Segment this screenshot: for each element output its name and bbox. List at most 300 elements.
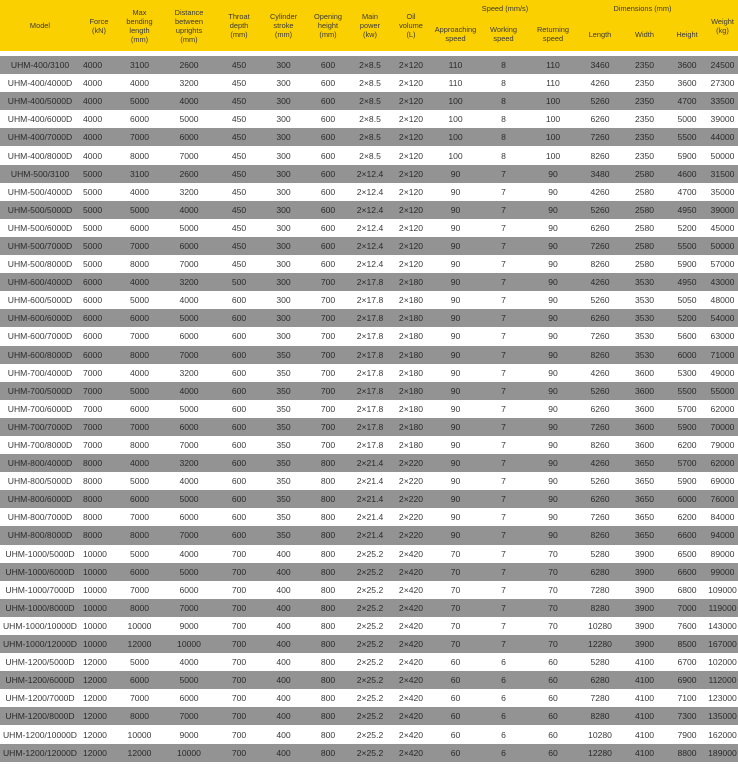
table-cell: 100 (432, 128, 479, 146)
table-cell: 70 (432, 545, 479, 563)
table-cell: 800 (306, 545, 350, 563)
table-cell: 10000 (161, 635, 217, 653)
table-cell: 6000 (80, 327, 118, 345)
table-cell: 5280 (578, 653, 622, 671)
table-cell: 2×21.4 (350, 490, 390, 508)
table-cell: 2×120 (390, 128, 432, 146)
table-cell: 400 (261, 617, 306, 635)
table-cell: 4000 (161, 472, 217, 490)
table-cell: 300 (261, 327, 306, 345)
table-cell: 7 (479, 255, 528, 273)
table-cell: 2350 (622, 128, 667, 146)
table-cell: 50000 (707, 237, 738, 255)
table-cell: 350 (261, 490, 306, 508)
table-cell: 7 (479, 309, 528, 327)
table-cell: 3600 (622, 418, 667, 436)
table-cell: 600 (217, 436, 261, 454)
table-cell: 7260 (578, 508, 622, 526)
table-cell: 60 (528, 653, 578, 671)
table-cell: 5000 (161, 219, 217, 237)
table-cell: 8280 (578, 707, 622, 725)
table-cell: 3480 (578, 165, 622, 183)
table-cell: 3900 (622, 545, 667, 563)
table-cell: 7 (479, 508, 528, 526)
table-cell: 90 (432, 309, 479, 327)
table-cell: 450 (217, 110, 261, 128)
table-cell: 39000 (707, 110, 738, 128)
table-cell: 90 (432, 346, 479, 364)
table-cell: 3650 (622, 526, 667, 544)
table-cell: 5700 (667, 400, 707, 418)
model-cell: UHM-1000/8000D (0, 599, 80, 617)
table-cell: 8000 (80, 472, 118, 490)
table-cell: 4000 (80, 56, 118, 74)
table-cell: 5000 (80, 255, 118, 273)
table-cell: 350 (261, 454, 306, 472)
table-cell: 350 (261, 382, 306, 400)
table-cell: 6000 (161, 508, 217, 526)
table-cell: 63000 (707, 327, 738, 345)
table-cell: 90 (432, 255, 479, 273)
table-cell: 90 (528, 418, 578, 436)
table-cell: 3200 (161, 364, 217, 382)
table-cell: 6500 (667, 545, 707, 563)
table-cell: 300 (261, 165, 306, 183)
table-cell: 400 (261, 671, 306, 689)
table-cell: 2×17.8 (350, 273, 390, 291)
table-cell: 109000 (707, 581, 738, 599)
table-cell: 2×180 (390, 400, 432, 418)
table-cell: 350 (261, 418, 306, 436)
table-cell: 2×120 (390, 255, 432, 273)
table-cell: 90 (528, 165, 578, 183)
table-cell: 6800 (667, 581, 707, 599)
table-cell: 3100 (118, 165, 161, 183)
table-cell: 5260 (578, 472, 622, 490)
table-cell: 6200 (667, 436, 707, 454)
table-cell: 6000 (118, 490, 161, 508)
table-cell: 3600 (667, 56, 707, 74)
table-cell: 4260 (578, 74, 622, 92)
table-cell: 7260 (578, 327, 622, 345)
header-cylinder-stroke (261, 0, 306, 51)
table-cell: 5000 (161, 671, 217, 689)
table-cell: 2350 (622, 92, 667, 110)
table-cell: 6000 (161, 327, 217, 345)
table-cell: 300 (261, 309, 306, 327)
table-cell: 5000 (118, 291, 161, 309)
table-cell: 3200 (161, 74, 217, 92)
table-cell: 6260 (578, 219, 622, 237)
table-cell: 2×25.2 (350, 707, 390, 725)
table-cell: 2580 (622, 255, 667, 273)
table-cell: 4000 (80, 92, 118, 110)
table-cell: 39000 (707, 201, 738, 219)
table-cell: 10000 (118, 725, 161, 743)
table-cell: 135000 (707, 707, 738, 725)
table-cell: 400 (261, 744, 306, 762)
table-cell: 2×21.4 (350, 526, 390, 544)
table-cell: 90 (432, 219, 479, 237)
table-row (0, 56, 738, 74)
table-cell: 8260 (578, 146, 622, 164)
table-cell: 2×180 (390, 291, 432, 309)
table-cell: 2×180 (390, 418, 432, 436)
table-cell: 3600 (622, 436, 667, 454)
table-cell: 100 (528, 146, 578, 164)
table-cell: 110 (528, 74, 578, 92)
table-cell: 350 (261, 508, 306, 526)
table-cell: 5050 (667, 291, 707, 309)
table-cell: 4000 (118, 273, 161, 291)
table-cell: 300 (261, 56, 306, 74)
table-cell: 2×120 (390, 165, 432, 183)
table-cell: 90 (528, 201, 578, 219)
header-distance-label: Distance between uprights (mm) (174, 7, 204, 44)
table-cell: 43000 (707, 273, 738, 291)
table-cell: 6000 (667, 346, 707, 364)
table-cell: 600 (217, 472, 261, 490)
model-cell: UHM-1200/6000D (0, 671, 80, 689)
header-width: Width (622, 17, 667, 51)
table-cell: 8500 (667, 635, 707, 653)
table-cell: 12000 (80, 689, 118, 707)
table-cell: 800 (306, 581, 350, 599)
table-row (0, 508, 738, 526)
table-cell: 8800 (667, 744, 707, 762)
table-cell: 800 (306, 563, 350, 581)
table-cell: 2×420 (390, 545, 432, 563)
model-cell: UHM-1000/7000D (0, 581, 80, 599)
table-cell: 700 (217, 653, 261, 671)
table-cell: 6000 (118, 219, 161, 237)
table-cell: 8260 (578, 526, 622, 544)
model-cell: UHM-500/5000D (0, 201, 80, 219)
table-cell: 7000 (118, 581, 161, 599)
table-cell: 450 (217, 255, 261, 273)
table-cell: 55000 (707, 382, 738, 400)
header-returning-speed (528, 17, 578, 51)
table-cell: 800 (306, 472, 350, 490)
table-cell: 100 (432, 146, 479, 164)
table-cell: 76000 (707, 490, 738, 508)
table-cell: 2×8.5 (350, 92, 390, 110)
table-cell: 300 (261, 110, 306, 128)
table-cell: 9000 (161, 617, 217, 635)
table-cell: 2×120 (390, 219, 432, 237)
table-cell: 7 (479, 472, 528, 490)
table-cell: 4000 (161, 291, 217, 309)
table-cell: 2×12.4 (350, 237, 390, 255)
table-cell: 90 (528, 490, 578, 508)
table-cell: 4100 (622, 689, 667, 707)
model-cell: UHM-1000/12000D (0, 635, 80, 653)
table-cell: 4100 (622, 653, 667, 671)
table-cell: 7 (479, 490, 528, 508)
table-cell: 7000 (161, 599, 217, 617)
model-cell: UHM-700/5000D (0, 382, 80, 400)
table-cell: 3530 (622, 346, 667, 364)
table-cell: 600 (306, 74, 350, 92)
table-cell: 5000 (161, 400, 217, 418)
table-cell: 7 (479, 563, 528, 581)
table-cell: 7000 (161, 436, 217, 454)
table-cell: 5500 (667, 128, 707, 146)
table-cell: 3900 (622, 635, 667, 653)
table-cell: 70 (432, 581, 479, 599)
table-cell: 12280 (578, 744, 622, 762)
table-cell: 5000 (118, 92, 161, 110)
table-cell: 6700 (667, 653, 707, 671)
table-cell: 300 (261, 128, 306, 146)
table-row (0, 653, 738, 671)
table-cell: 5300 (667, 364, 707, 382)
model-cell: UHM-800/7000D (0, 508, 80, 526)
header-throat-depth (217, 0, 261, 51)
table-cell: 167000 (707, 635, 738, 653)
model-cell: UHM-800/4000D (0, 454, 80, 472)
table-cell: 5260 (578, 92, 622, 110)
table-cell: 100 (432, 92, 479, 110)
model-cell: UHM-600/4000D (0, 273, 80, 291)
table-cell: 3200 (161, 273, 217, 291)
table-cell: 6000 (80, 273, 118, 291)
table-cell: 70000 (707, 418, 738, 436)
table-row (0, 454, 738, 472)
table-cell: 4100 (622, 707, 667, 725)
table-cell: 7000 (667, 599, 707, 617)
table-cell: 2580 (622, 165, 667, 183)
table-cell: 90 (528, 382, 578, 400)
table-row (0, 400, 738, 418)
table-cell: 79000 (707, 436, 738, 454)
table-cell: 100 (528, 128, 578, 146)
table-cell: 99000 (707, 563, 738, 581)
table-cell: 189000 (707, 744, 738, 762)
table-cell: 5000 (80, 201, 118, 219)
table-row (0, 526, 738, 544)
header-height: Height (667, 17, 707, 51)
table-cell: 90 (528, 364, 578, 382)
table-cell: 4100 (622, 671, 667, 689)
table-cell: 110 (432, 56, 479, 74)
table-cell: 7000 (118, 418, 161, 436)
table-cell: 2×220 (390, 508, 432, 526)
table-cell: 4000 (118, 454, 161, 472)
table-cell: 450 (217, 92, 261, 110)
table-cell: 400 (261, 635, 306, 653)
table-cell: 2350 (622, 146, 667, 164)
table-cell: 5000 (118, 653, 161, 671)
header-model: Model (0, 0, 80, 51)
table-cell: 84000 (707, 508, 738, 526)
table-cell: 800 (306, 635, 350, 653)
table-cell: 7260 (578, 237, 622, 255)
model-cell: UHM-400/4000D (0, 74, 80, 92)
table-cell: 7 (479, 418, 528, 436)
table-cell: 100 (528, 92, 578, 110)
table-cell: 100 (432, 110, 479, 128)
table-cell: 400 (261, 581, 306, 599)
header-approaching-speed (432, 17, 479, 51)
table-cell: 2×120 (390, 110, 432, 128)
table-cell: 6900 (667, 671, 707, 689)
table-cell: 6000 (80, 346, 118, 364)
table-cell: 4000 (161, 92, 217, 110)
table-cell: 600 (217, 346, 261, 364)
table-cell: 600 (306, 56, 350, 74)
table-cell: 700 (217, 581, 261, 599)
table-cell: 2×180 (390, 382, 432, 400)
table-cell: 2×17.8 (350, 418, 390, 436)
table-cell: 6 (479, 671, 528, 689)
model-cell: UHM-500/4000D (0, 183, 80, 201)
table-cell: 7900 (667, 725, 707, 743)
table-cell: 90 (528, 472, 578, 490)
header-dimensions-group: Dimensions (mm) (578, 0, 707, 17)
table-cell: 700 (217, 707, 261, 725)
table-cell: 90 (432, 327, 479, 345)
table-cell: 600 (217, 418, 261, 436)
table-cell: 60 (432, 707, 479, 725)
table-row (0, 201, 738, 219)
table-cell: 7 (479, 617, 528, 635)
table-cell: 162000 (707, 725, 738, 743)
model-cell: UHM-500/3100 (0, 165, 80, 183)
table-cell: 90 (528, 291, 578, 309)
table-cell: 3650 (622, 490, 667, 508)
header-opening-height (306, 0, 350, 51)
table-cell: 90 (432, 454, 479, 472)
table-cell: 600 (217, 309, 261, 327)
model-cell: UHM-1200/8000D (0, 707, 80, 725)
table-cell: 4000 (80, 74, 118, 92)
table-cell: 90 (528, 219, 578, 237)
table-cell: 57000 (707, 255, 738, 273)
table-cell: 4260 (578, 364, 622, 382)
table-cell: 60 (432, 725, 479, 743)
model-cell: UHM-600/7000D (0, 327, 80, 345)
table-row (0, 707, 738, 725)
header-speed-group: Speed (mm/s) (432, 0, 578, 17)
table-cell: 35000 (707, 183, 738, 201)
table-cell: 7 (479, 201, 528, 219)
table-cell: 700 (217, 617, 261, 635)
table-cell: 5000 (80, 237, 118, 255)
table-cell: 7600 (667, 617, 707, 635)
table-cell: 7280 (578, 689, 622, 707)
table-cell: 5500 (667, 382, 707, 400)
table-cell: 600 (217, 454, 261, 472)
table-row (0, 219, 738, 237)
header-main-power-label: Main power (kw) (359, 12, 381, 39)
table-cell: 10000 (118, 617, 161, 635)
table-cell: 90 (528, 346, 578, 364)
table-cell: 70 (432, 617, 479, 635)
table-cell: 2×180 (390, 346, 432, 364)
table-cell: 5000 (161, 563, 217, 581)
table-row (0, 689, 738, 707)
table-cell: 6600 (667, 526, 707, 544)
table-cell: 4100 (622, 725, 667, 743)
table-cell: 2×220 (390, 454, 432, 472)
table-cell: 700 (306, 346, 350, 364)
table-cell: 60 (528, 671, 578, 689)
table-cell: 450 (217, 201, 261, 219)
table-cell: 6 (479, 725, 528, 743)
table-cell: 7 (479, 400, 528, 418)
table-row (0, 92, 738, 110)
table-cell: 500 (217, 273, 261, 291)
table-cell: 7000 (118, 128, 161, 146)
model-cell: UHM-1200/7000D (0, 689, 80, 707)
table-cell: 6000 (161, 237, 217, 255)
table-cell: 350 (261, 346, 306, 364)
model-cell: UHM-1200/12000D (0, 744, 80, 762)
table-cell: 7000 (118, 327, 161, 345)
table-cell: 90 (528, 327, 578, 345)
table-cell: 3530 (622, 273, 667, 291)
table-cell: 300 (261, 291, 306, 309)
table-cell: 800 (306, 508, 350, 526)
table-cell: 3600 (667, 74, 707, 92)
table-cell: 12280 (578, 635, 622, 653)
table-cell: 2580 (622, 219, 667, 237)
table-cell: 8 (479, 128, 528, 146)
model-cell: UHM-600/5000D (0, 291, 80, 309)
table-cell: 7 (479, 454, 528, 472)
table-cell: 700 (306, 309, 350, 327)
table-cell: 5000 (667, 110, 707, 128)
table-cell: 3900 (622, 563, 667, 581)
table-cell: 12000 (118, 635, 161, 653)
table-cell: 2350 (622, 110, 667, 128)
table-cell: 5260 (578, 382, 622, 400)
table-cell: 3900 (622, 599, 667, 617)
table-cell: 2×120 (390, 74, 432, 92)
table-cell: 400 (261, 653, 306, 671)
table-cell: 600 (217, 508, 261, 526)
table-cell: 2×420 (390, 744, 432, 762)
table-cell: 2×420 (390, 725, 432, 743)
table-cell: 300 (261, 237, 306, 255)
table-cell: 2×8.5 (350, 56, 390, 74)
table-cell: 400 (261, 599, 306, 617)
table-cell: 90 (528, 273, 578, 291)
table-cell: 8 (479, 92, 528, 110)
table-cell: 3530 (622, 291, 667, 309)
table-cell: 2×120 (390, 146, 432, 164)
table-cell: 2×25.2 (350, 671, 390, 689)
table-cell: 7100 (667, 689, 707, 707)
table-cell: 7000 (161, 255, 217, 273)
table-cell: 3650 (622, 508, 667, 526)
table-cell: 90 (432, 472, 479, 490)
table-cell: 5900 (667, 418, 707, 436)
header-returning-speed-label: Returning speed (536, 25, 570, 43)
table-cell: 400 (261, 563, 306, 581)
table-cell: 6000 (161, 689, 217, 707)
table-cell: 4000 (161, 653, 217, 671)
table-cell: 2×12.4 (350, 183, 390, 201)
table-cell: 2×21.4 (350, 508, 390, 526)
table-cell: 8000 (80, 490, 118, 508)
table-cell: 5000 (118, 472, 161, 490)
table-cell: 31500 (707, 165, 738, 183)
table-cell: 300 (261, 92, 306, 110)
table-cell: 8280 (578, 599, 622, 617)
table-cell: 350 (261, 400, 306, 418)
